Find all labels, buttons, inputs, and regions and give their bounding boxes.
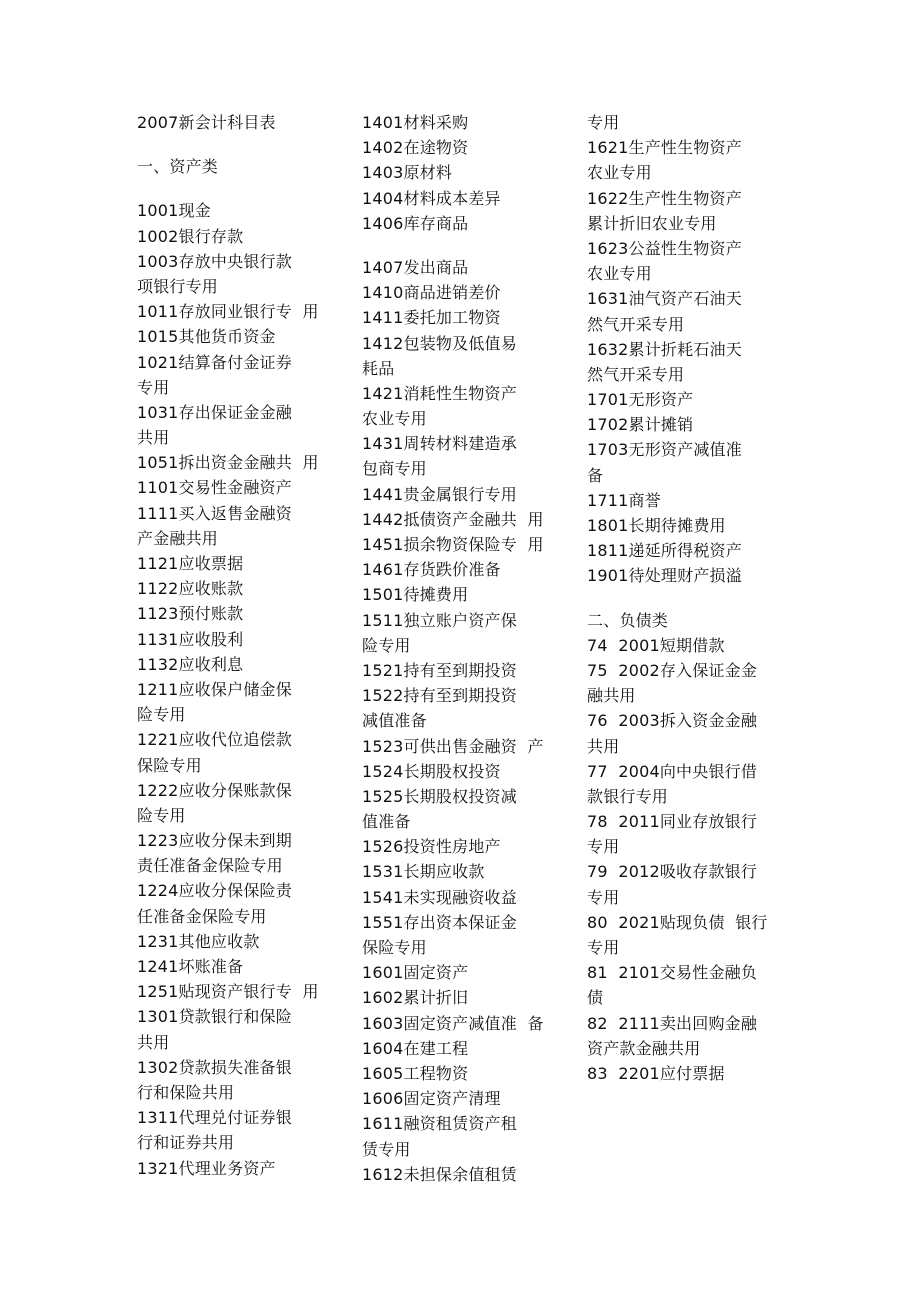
account-line: 1611融资租赁资产租 <box>362 1114 517 1134</box>
account-line: 1526投资性房地产 <box>362 837 501 857</box>
account-line: 80 2021贴现负债 银行 <box>587 912 768 932</box>
account-line: 1521持有至到期投资 <box>362 660 517 680</box>
account-line: 1511独立账户资产保 <box>362 610 517 630</box>
account-line: 然气开采专用 <box>587 314 685 334</box>
account-line: 1601固定资产 <box>362 963 469 983</box>
account-line: 包商专用 <box>362 459 427 479</box>
account-line: 1442抵债资产金融共 用 <box>362 509 544 529</box>
account-line: 79 2012吸收存款银行 <box>587 862 758 882</box>
account-line: 1311代理兑付证券银 <box>137 1108 292 1128</box>
account-line: 1711商誉 <box>587 490 661 510</box>
account-line: 产金融共用 <box>137 528 219 548</box>
account-line: 1701无形资产 <box>587 390 694 410</box>
account-line: 1631油气资产石油天 <box>587 289 742 309</box>
column-1 <box>137 110 352 1181</box>
account-line: 1002银行存款 <box>137 226 244 246</box>
account-line: 1501待摊费用 <box>362 585 469 605</box>
account-line: 行和证券共用 <box>137 1133 235 1153</box>
account-line: 1051拆出资金金融共 用 <box>137 453 319 473</box>
account-line: 1123预付账款 <box>137 604 244 624</box>
account-line: 76 2003拆入资金金融 <box>587 711 758 731</box>
account-line: 1604在建工程 <box>362 1038 469 1058</box>
account-line: 值准备 <box>362 812 411 832</box>
account-line: 1606固定资产清理 <box>362 1089 501 1109</box>
account-line: 1301贷款银行和保险 <box>137 1007 292 1027</box>
account-line: 任准备金保险专用 <box>137 906 267 926</box>
account-line: 1402在途物资 <box>362 138 469 158</box>
column-2 <box>362 110 577 1187</box>
account-line: 1421消耗性生物资产 <box>362 383 517 403</box>
account-list-col1 <box>137 198 352 1180</box>
account-line: 1431周转材料建造承 <box>362 434 517 454</box>
account-line: 1222应收分保账款保 <box>137 780 292 800</box>
account-line: 1801长期待摊费用 <box>587 516 726 535</box>
account-line: 保险专用 <box>362 938 427 957</box>
account-list-col3-b <box>587 633 802 1086</box>
account-line: 1441贵金属银行专用 <box>362 484 517 504</box>
account-line: 1401材料采购 <box>362 113 469 132</box>
account-line: 累计折旧农业专用 <box>587 213 717 233</box>
account-line: 融共用 <box>587 686 636 706</box>
account-line: 1407发出商品 <box>362 257 469 277</box>
spacer <box>362 236 577 255</box>
spacer <box>137 135 352 154</box>
account-line: 1221应收代位追偿款 <box>137 730 292 750</box>
account-line: 耗品 <box>362 358 395 378</box>
account-line: 险专用 <box>137 805 186 825</box>
account-line: 1223应收分保未到期 <box>137 831 292 851</box>
account-line: 1901待处理财产损溢 <box>587 566 742 586</box>
account-line: 1551存出资本保证金 <box>362 912 517 932</box>
account-line: 债 <box>587 988 604 1008</box>
account-line: 备 <box>587 465 604 485</box>
account-line: 1241坏账准备 <box>137 957 244 976</box>
account-line: 1132应收利息 <box>137 654 244 674</box>
account-line: 1412包装物及低值易 <box>362 333 517 353</box>
account-line: 1122应收账款 <box>137 579 244 599</box>
account-line: 1524长期股权投资 <box>362 761 501 781</box>
account-line: 1605工程物资 <box>362 1063 469 1083</box>
account-line: 1702累计摊销 <box>587 415 694 435</box>
spacer <box>137 179 352 198</box>
account-list-col2-a <box>362 110 577 236</box>
account-line: 专用 <box>587 837 620 857</box>
account-line: 然气开采专用 <box>587 364 685 384</box>
account-line: 1015其他货币资金 <box>137 327 276 347</box>
account-line: 1622生产性生物资产 <box>587 188 742 208</box>
account-line: 1211应收保户储金保 <box>137 679 292 699</box>
account-line: 行和保险共用 <box>137 1082 235 1102</box>
account-line: 75 2002存入保证金金 <box>587 660 758 680</box>
account-line: 74 2001短期借款 <box>587 635 725 655</box>
account-line: 险专用 <box>137 705 186 725</box>
account-line: 1451损余物资保险专 用 <box>362 535 544 554</box>
account-line: 共用 <box>587 736 620 756</box>
account-line: 1602累计折旧 <box>362 988 469 1008</box>
account-line: 1703无形资产减值准 <box>587 440 742 460</box>
account-line: 1224应收分保保险责 <box>137 881 292 901</box>
account-line: 专用 <box>587 113 620 132</box>
account-line: 农业专用 <box>587 264 652 284</box>
account-line: 专用 <box>587 938 620 957</box>
account-line: 农业专用 <box>362 409 427 429</box>
account-line: 1531长期应收款 <box>362 862 485 882</box>
account-line: 赁专用 <box>362 1139 411 1159</box>
account-line: 1623公益性生物资产 <box>587 238 742 258</box>
account-line: 共用 <box>137 428 170 448</box>
account-line: 1411委托加工物资 <box>362 308 501 328</box>
account-line: 险专用 <box>362 635 411 655</box>
section-heading-assets: 一、资产类 <box>137 157 219 177</box>
account-line: 1632累计折耗石油天 <box>587 339 742 359</box>
account-line: 责任准备金保险专用 <box>137 856 283 876</box>
account-line: 减值准备 <box>362 711 427 731</box>
account-line: 82 2111卖出回购金融 <box>587 1013 758 1033</box>
account-line: 专用 <box>587 887 620 907</box>
account-line: 1461存货跌价准备 <box>362 560 501 580</box>
account-line: 1603固定资产减值准 备 <box>362 1013 544 1033</box>
spacer <box>587 589 802 608</box>
account-line: 保险专用 <box>137 755 202 775</box>
account-line: 项银行专用 <box>137 276 219 296</box>
account-line: 1021结算备付金证券 <box>137 352 292 372</box>
account-line: 83 2201应付票据 <box>587 1063 725 1083</box>
account-line: 1302贷款损失准备银 <box>137 1057 292 1077</box>
account-line: 1612未担保余值租赁 <box>362 1164 517 1184</box>
account-line: 1131应收股利 <box>137 629 244 649</box>
account-list-col2-b <box>362 255 577 1187</box>
account-line: 1251贴现资产银行专 用 <box>137 982 319 1002</box>
account-line: 1525长期股权投资减 <box>362 786 517 806</box>
account-line: 资产款金融共用 <box>587 1038 701 1058</box>
account-line: 1101交易性金融资产 <box>137 478 292 498</box>
account-line: 78 2011同业存放银行 <box>587 812 758 832</box>
column-3 <box>587 110 802 1086</box>
account-line: 1403原材料 <box>362 163 453 183</box>
account-line: 款银行专用 <box>587 786 669 806</box>
account-line: 77 2004向中央银行借 <box>587 761 758 781</box>
account-line: 1031存出保证金金融 <box>137 402 292 422</box>
account-line: 1111买入返售金融资 <box>137 503 292 523</box>
account-line: 共用 <box>137 1032 170 1052</box>
account-line: 1522持有至到期投资 <box>362 686 517 706</box>
account-line: 1410商品进销差价 <box>362 283 501 303</box>
account-line: 1621生产性生物资产 <box>587 138 742 158</box>
account-line: 1003存放中央银行款 <box>137 251 292 271</box>
section-heading-liabilities: 二、负债类 <box>587 610 669 630</box>
account-line: 1406库存商品 <box>362 213 469 233</box>
account-line: 1811递延所得税资产 <box>587 541 742 561</box>
account-line: 1404材料成本差异 <box>362 188 501 208</box>
document-title: 2007新会计科目表 <box>137 113 276 132</box>
account-list-col3-a <box>587 110 802 589</box>
account-line: 农业专用 <box>587 163 652 183</box>
account-line: 1121应收票据 <box>137 554 244 573</box>
account-line: 1523可供出售金融资 产 <box>362 736 544 756</box>
account-line: 81 2101交易性金融负 <box>587 963 758 983</box>
account-line: 1541未实现融资收益 <box>362 887 517 907</box>
account-line: 1231其他应收款 <box>137 931 260 951</box>
account-line: 1001现金 <box>137 201 211 221</box>
account-line: 1321代理业务资产 <box>137 1158 276 1178</box>
account-line: 1011存放同业银行专 用 <box>137 302 319 322</box>
account-line: 专用 <box>137 377 170 397</box>
